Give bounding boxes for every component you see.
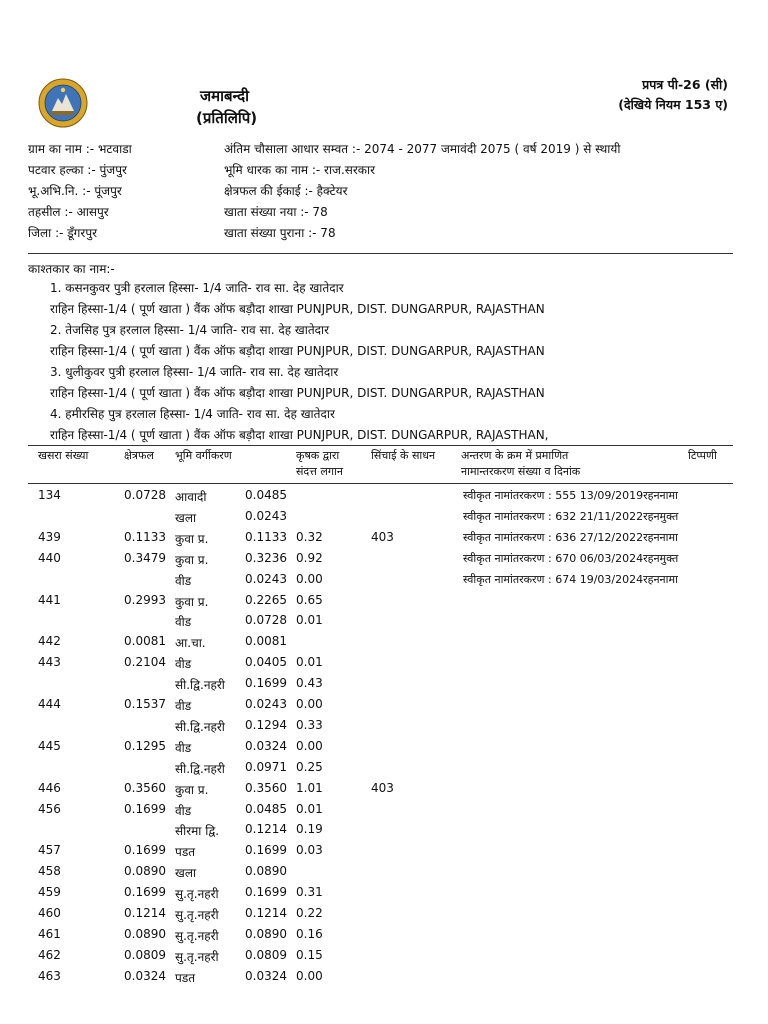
area-cell: 0.0890 — [124, 927, 166, 941]
land-class-cell: सु.तृ.नहरी — [175, 887, 219, 901]
khasra-number-cell: 445 — [38, 739, 61, 753]
account-number-old: खाता संख्या पुराना :- 78 — [224, 226, 336, 240]
header-land-classification: भूमि वर्गीकरण — [175, 449, 232, 462]
class-area-cell: 0.0890 — [245, 864, 287, 878]
area-cell: 0.0809 — [124, 948, 166, 962]
rent-cell: 0.92 — [296, 551, 323, 565]
settlement-base-year: अंतिम चौसाला आधार सम्वत :- 2074 - 2077 जमावंदी 2075 ( वर्ष 2019 ) से स्थायी — [224, 142, 621, 156]
khasra-number-cell: 462 — [38, 948, 61, 962]
land-class-cell: कुवा प्र. — [175, 783, 209, 797]
class-area-cell: 0.3560 — [245, 781, 287, 795]
header-rent-line2: संदत्त लगान — [296, 465, 343, 478]
class-area-cell: 0.1294 — [245, 718, 287, 732]
owner-line: राहिन हिस्सा-1/4 ( पूर्ण खाता ) वैंक ऑफ बड़ौदा शाखा PUNJPUR, DIST. DUNGARPUR, RAJASTHAN — [50, 386, 545, 400]
area-cell: 0.0890 — [124, 864, 166, 878]
class-area-cell: 0.1699 — [245, 676, 287, 690]
header-irrigation-source: सिंचाई के साधन — [371, 449, 436, 462]
land-class-cell: खला — [175, 866, 197, 880]
owner-line: 1. कसनकुवर पुत्री हरलाल हिस्सा- 1/4 जाति- राव सा. देह खातेदार — [50, 281, 344, 295]
area-cell: 0.0081 — [124, 634, 166, 648]
rent-cell: 0.33 — [296, 718, 323, 732]
government-seal-logo — [38, 78, 88, 128]
rent-cell: 0.00 — [296, 739, 323, 753]
rent-cell: 0.01 — [296, 613, 323, 627]
rent-cell: 0.16 — [296, 927, 323, 941]
class-area-cell: 0.2265 — [245, 593, 287, 607]
owner-line: 3. धुलीकुवर पुत्री हरलाल हिस्सा- 1/4 जाति- राव सा. देह खातेदार — [50, 365, 339, 379]
class-area-cell: 0.0324 — [245, 739, 287, 753]
mutation-note-cell: स्वीकृत नामांतरकरण : 632 21/11/2022रहनमुक्त — [463, 510, 679, 523]
land-class-cell: सु.तृ.नहरी — [175, 950, 219, 964]
rent-cell: 0.65 — [296, 593, 323, 607]
rent-cell: 0.22 — [296, 906, 323, 920]
class-area-cell: 0.0485 — [245, 802, 287, 816]
district: जिला :- डूँगरपुर — [28, 226, 98, 240]
owners-heading: काश्तकार का नाम:- — [28, 262, 115, 276]
document-title: जमाबन्दी — [200, 87, 250, 105]
header-khasra-number: खसरा संख्या — [38, 449, 89, 462]
class-area-cell: 0.0405 — [245, 655, 287, 669]
class-area-cell: 0.0728 — [245, 613, 287, 627]
rent-cell: 0.00 — [296, 697, 323, 711]
header-area: क्षेत्रफल — [124, 449, 154, 462]
rent-cell: 0.19 — [296, 822, 323, 836]
table-header-line — [28, 483, 733, 484]
area-cell: 0.1295 — [124, 739, 166, 753]
irrigation-cell: 403 — [371, 781, 394, 795]
class-area-cell: 0.1214 — [245, 906, 287, 920]
rule-reference: (देखिये नियम 153 ए) — [618, 97, 728, 112]
land-class-cell: सी.द्वि.नहरी — [175, 762, 225, 776]
land-class-cell: वीड — [175, 699, 192, 713]
area-cell: 0.1537 — [124, 697, 166, 711]
land-class-cell: कुवा प्र. — [175, 532, 209, 546]
header-transfer-line2: नामान्तरकरण संख्या व दिनांक — [461, 465, 581, 478]
header-transfer-line1: अन्तरण के क्रम में प्रमाणित — [461, 449, 569, 462]
owner-line: राहिन हिस्सा-1/4 ( पूर्ण खाता ) वैंक ऑफ बड़ौदा शाखा PUNJPUR, DIST. DUNGARPUR, RAJASTHAN — [50, 344, 545, 358]
mutation-note-cell: स्वीकृत नामांतरकरण : 555 13/09/2019रहननामा — [463, 489, 678, 502]
patwar-halka: पटवार हल्का :- पुंजपुर — [28, 163, 127, 177]
table-top-line — [28, 445, 733, 446]
khasra-number-cell: 459 — [38, 885, 61, 899]
khasra-number-cell: 460 — [38, 906, 61, 920]
owner-line: राहिन हिस्सा-1/4 ( पूर्ण खाता ) वैंक ऑफ बड़ौदा शाखा PUNJPUR, DIST. DUNGARPUR, RAJASTHAN — [50, 302, 545, 316]
land-holder-name: भूमि धारक का नाम :- राज.सरकार — [224, 163, 376, 177]
divider-line — [28, 253, 733, 254]
khasra-number-cell: 442 — [38, 634, 61, 648]
khasra-number-cell: 440 — [38, 551, 61, 565]
khasra-number-cell: 441 — [38, 593, 61, 607]
class-area-cell: 0.1214 — [245, 822, 287, 836]
rent-cell: 0.25 — [296, 760, 323, 774]
area-cell: 0.2993 — [124, 593, 166, 607]
class-area-cell: 0.1133 — [245, 530, 287, 544]
land-class-cell: वीड — [175, 615, 192, 629]
area-cell: 0.1699 — [124, 843, 166, 857]
khasra-number-cell: 443 — [38, 655, 61, 669]
land-class-cell: सी.द्वि.नहरी — [175, 678, 225, 692]
land-class-cell: कुवा प्र. — [175, 595, 209, 609]
rent-cell: 0.01 — [296, 802, 323, 816]
account-number-new: खाता संख्या नया :- 78 — [224, 205, 328, 219]
area-cell: 0.2104 — [124, 655, 166, 669]
class-area-cell: 0.1699 — [245, 885, 287, 899]
class-area-cell: 0.1699 — [245, 843, 287, 857]
khasra-number-cell: 461 — [38, 927, 61, 941]
class-area-cell: 0.3236 — [245, 551, 287, 565]
khasra-number-cell: 134 — [38, 488, 61, 502]
class-area-cell: 0.0243 — [245, 572, 287, 586]
class-area-cell: 0.0324 — [245, 969, 287, 983]
khasra-number-cell: 444 — [38, 697, 61, 711]
land-class-cell: वीड — [175, 657, 192, 671]
land-class-cell: सु.तृ.नहरी — [175, 908, 219, 922]
tehsil: तहसील :- आसपुर — [28, 205, 109, 219]
area-cell: 0.1214 — [124, 906, 166, 920]
class-area-cell: 0.0971 — [245, 760, 287, 774]
irrigation-cell: 403 — [371, 530, 394, 544]
land-class-cell: आवादी — [175, 490, 207, 504]
land-class-cell: वीड — [175, 741, 192, 755]
khasra-number-cell: 439 — [38, 530, 61, 544]
rent-cell: 0.03 — [296, 843, 323, 857]
class-area-cell: 0.0485 — [245, 488, 287, 502]
class-area-cell: 0.0890 — [245, 927, 287, 941]
area-unit: क्षेत्रफल की ईकाई :- हैक्टेयर — [224, 184, 348, 198]
area-cell: 0.3479 — [124, 551, 166, 565]
land-class-cell: पडत — [175, 971, 196, 985]
land-class-cell: कुवा प्र. — [175, 553, 209, 567]
rent-cell: 0.00 — [296, 572, 323, 586]
land-class-cell: सीरमा द्वि. — [175, 824, 220, 838]
rent-cell: 1.01 — [296, 781, 323, 795]
class-area-cell: 0.0243 — [245, 509, 287, 523]
document-subtitle: (प्रतिलिपि) — [196, 109, 258, 127]
owner-line: 4. हमीरसिह पुत्र हरलाल हिस्सा- 1/4 जाति- राव सा. देह खातेदार — [50, 407, 335, 421]
rent-cell: 0.43 — [296, 676, 323, 690]
area-cell: 0.1699 — [124, 802, 166, 816]
class-area-cell: 0.0081 — [245, 634, 287, 648]
khasra-number-cell: 446 — [38, 781, 61, 795]
area-cell: 0.3560 — [124, 781, 166, 795]
land-class-cell: सु.तृ.नहरी — [175, 929, 219, 943]
owner-line: राहिन हिस्सा-1/4 ( पूर्ण खाता ) वैंक ऑफ बड़ौदा शाखा PUNJPUR, DIST. DUNGARPUR, RAJASTHAN, — [50, 428, 549, 442]
area-cell: 0.0728 — [124, 488, 166, 502]
class-area-cell: 0.0243 — [245, 697, 287, 711]
rent-cell: 0.01 — [296, 655, 323, 669]
land-record-inspector: भू.अभि.नि. :- पूंजपुर — [28, 184, 122, 198]
area-cell: 0.1699 — [124, 885, 166, 899]
class-area-cell: 0.0809 — [245, 948, 287, 962]
land-class-cell: आ.चा. — [175, 636, 206, 650]
mutation-note-cell: स्वीकृत नामांतरकरण : 670 06/03/2024रहनमुक्त — [463, 552, 679, 565]
area-cell: 0.0324 — [124, 969, 166, 983]
village-name: ग्राम का नाम :- भटवाडा — [28, 142, 132, 156]
khasra-number-cell: 456 — [38, 802, 61, 816]
rent-cell: 0.31 — [296, 885, 323, 899]
land-class-cell: पडत — [175, 845, 196, 859]
rent-cell: 0.00 — [296, 969, 323, 983]
khasra-number-cell: 457 — [38, 843, 61, 857]
owner-line: 2. तेजसिह पुत्र हरलाल हिस्सा- 1/4 जाति- राव सा. देह खातेदार — [50, 323, 330, 337]
land-class-cell: सी.द्वि.नहरी — [175, 720, 225, 734]
mutation-note-cell: स्वीकृत नामांतरकरण : 636 27/12/2022रहननामा — [463, 531, 678, 544]
khasra-number-cell: 463 — [38, 969, 61, 983]
area-cell: 0.1133 — [124, 530, 166, 544]
form-number: प्रपत्र पी-26 (सी) — [642, 77, 728, 92]
rent-cell: 0.32 — [296, 530, 323, 544]
land-class-cell: खला — [175, 511, 197, 525]
land-class-cell: वीड — [175, 804, 192, 818]
mutation-note-cell: स्वीकृत नामांतरकरण : 674 19/03/2024रहननामा — [463, 573, 678, 586]
header-remarks: टिप्पणी — [688, 449, 717, 462]
rent-cell: 0.15 — [296, 948, 323, 962]
land-class-cell: वीड — [175, 574, 192, 588]
khasra-number-cell: 458 — [38, 864, 61, 878]
header-rent-line1: कृषक द्वारा — [296, 449, 340, 462]
